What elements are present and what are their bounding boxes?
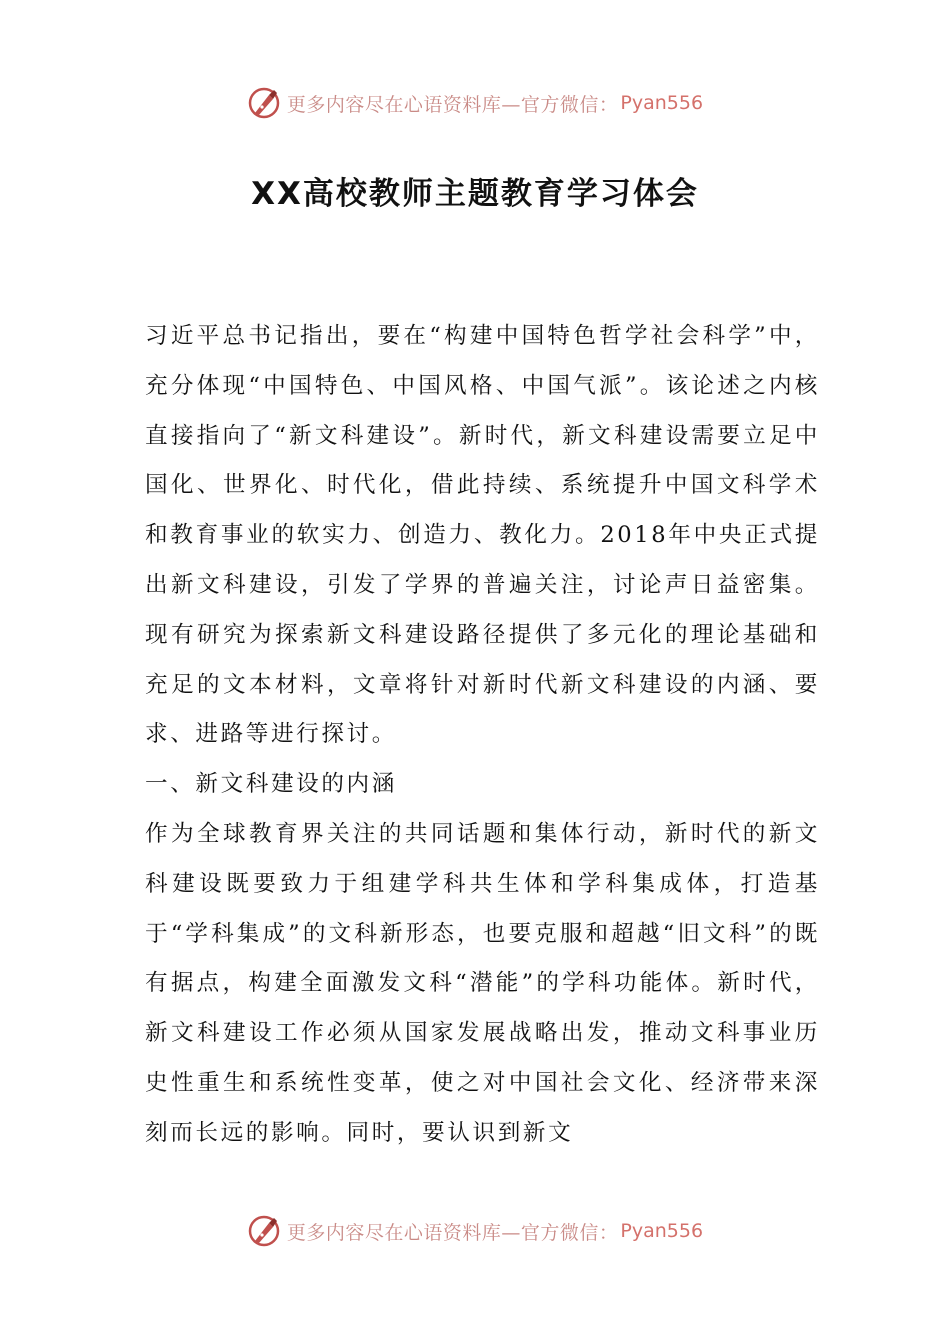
watermark-wechat-id: Pyan556 [620,92,704,114]
section-heading: 一、新文科建设的内涵 [145,771,397,798]
document-body [145,312,820,1159]
document-title: XX高校教师主题教育学习体会 [251,176,699,212]
watermark-text: 更多内容尽在心语资料库—官方微信： [286,93,619,116]
pen-nib-logo-icon [247,1214,281,1248]
pen-nib-logo-icon [247,86,281,120]
paragraph-intro: 习近平总书记指出，要在“构建中国特色哲学社会科学”中，充分体现“中国特色、中国风格、中国气派”。该论述之内核直接指向了“新文科建设”。新时代，新文科建设需要立足中国化、世界化、时代化，借此持续、系统提升中国文科学术和教育事业的软实力、创造力、教化力。2018年中央正式提出新文科建设，引发了学界的普遍关注，讨论声日益密集。现有研究为探索新文科建设路径提供了多元化的理论基础和充足的文本材料，文章将针对新时代新文科建设的内涵、要求、进路等进行探讨。 [145,323,820,748]
header-watermark [0,83,950,123]
watermark-text: 更多内容尽在心语资料库—官方微信： [286,1221,619,1244]
footer-watermark [0,1211,950,1251]
paragraph-section-one: 作为全球教育界关注的共同话题和集体行动，新时代的新文科建设既要致力于组建学科共生体和学科集成体，打造基于“学科集成”的文科新形态，也要克服和超越“旧文科”的既有据点，构建全面激发文科“潜能”的学科功能体。新时代，新文科建设工作必须从国家发展战略出发，推动文科事业历史性重生和系统性变革，使之对中国社会文化、经济带来深刻而长远的影响。同时，要认识到新文 [145,820,820,1146]
watermark-wechat-id: Pyan556 [620,1220,704,1242]
